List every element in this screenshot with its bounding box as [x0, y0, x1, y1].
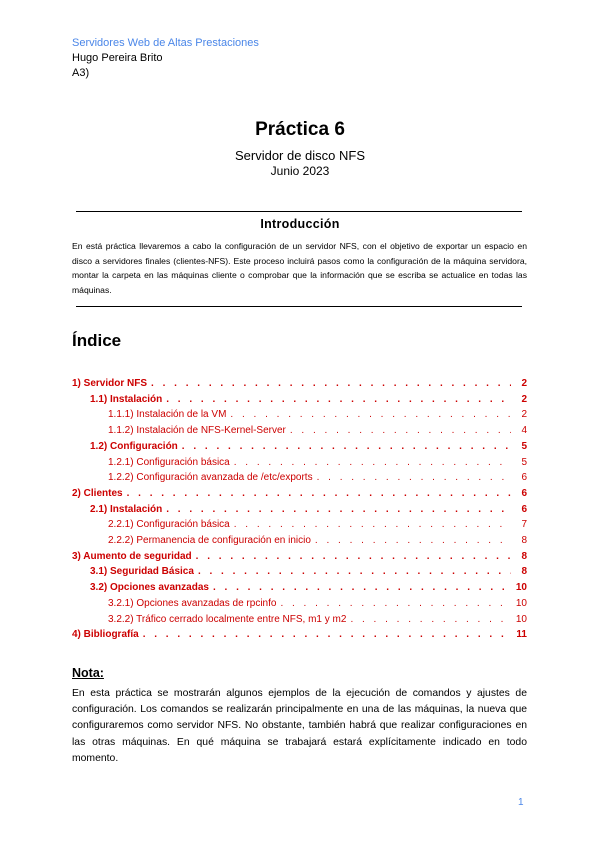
- toc-entry-page: 4: [521, 425, 527, 437]
- toc-entry[interactable]: [108, 596, 527, 610]
- toc-leader-dots: [213, 582, 511, 594]
- toc-leader-dots: [315, 535, 511, 547]
- toc-entry[interactable]: [72, 627, 527, 641]
- toc-entry-page: 11: [516, 629, 527, 641]
- toc-leader-dots: [290, 425, 511, 437]
- toc-entry-label: 2.2.2) Permanencia de configuración en inicio: [108, 535, 311, 546]
- toc-entry-label: 2.2.1) Configuración básica: [108, 519, 230, 531]
- toc-entry[interactable]: [108, 533, 527, 547]
- intro-top-rule: [76, 211, 522, 212]
- index-heading: Índice: [72, 331, 122, 350]
- toc-entry-label: 1.1.2) Instalación de NFS-Kernel-Server: [108, 425, 286, 437]
- toc-entry[interactable]: [90, 564, 527, 578]
- toc-leader-dots: [280, 598, 511, 610]
- toc-leader-dots: [234, 519, 511, 531]
- toc-entry-page: 5: [521, 456, 527, 468]
- toc-entry[interactable]: [72, 549, 527, 563]
- toc-entry-page: 2: [521, 409, 527, 421]
- toc-entry-page: 8: [521, 550, 527, 562]
- toc-entry-label: 1.2) Configuración: [90, 440, 178, 452]
- page-number: 1: [518, 797, 524, 808]
- toc-entry-label: 4) Bibliografía: [72, 629, 139, 641]
- intro-bottom-rule: [76, 306, 522, 307]
- toc-leader-dots: [317, 472, 511, 484]
- toc-entry-label: 1.2.2) Configuración avanzada de /etc/exports: [108, 472, 313, 484]
- toc-entry-page: 5: [521, 440, 527, 452]
- intro-heading: Introducción: [260, 217, 340, 231]
- toc-entry[interactable]: [108, 612, 527, 626]
- toc-entry[interactable]: [90, 392, 527, 406]
- toc-entry-label: 3.1) Seguridad Básica: [90, 566, 194, 578]
- toc-entry-page: 10: [515, 613, 527, 625]
- toc-leader-dots: [151, 378, 511, 390]
- toc-entry-label: 1) Servidor NFS: [72, 378, 148, 389]
- intro-paragraph: En está práctica llevaremos a cabo la configuración de un servidor NFS, con el objetivo de exportar un espacio en disco a servidores finales (clientes-NFS). Este proceso incluirá pasos como la configuración de la máquina servidora, montar la carpeta en las máquinas cliente o comprobar que la información que se escriba se actualice en todas las máquinas.: [72, 241, 527, 295]
- document-title: Práctica 6: [255, 119, 345, 140]
- toc-entry-page: 8: [521, 535, 527, 546]
- toc-entry-label: 1.1) Instalación: [90, 393, 163, 405]
- toc-entry-page: 8: [521, 566, 527, 578]
- document-date: Junio 2023: [270, 164, 330, 178]
- toc-entry-label: 1.2.1) Configuración básica: [108, 456, 230, 468]
- toc-entry-label: 3.2) Opciones avanzadas: [90, 582, 209, 594]
- toc-entry[interactable]: [72, 376, 527, 390]
- toc-leader-dots: [166, 504, 511, 516]
- toc-leader-dots: [234, 457, 511, 469]
- toc-entry-page: 2: [521, 393, 527, 405]
- toc-leader-dots: [230, 409, 511, 421]
- toc-entry[interactable]: [72, 486, 527, 500]
- toc-leader-dots: [182, 441, 511, 453]
- toc-entry-page: 6: [521, 503, 527, 515]
- toc-entry-page: 6: [521, 472, 527, 484]
- toc-entry-page: 2: [521, 378, 527, 389]
- toc-entry[interactable]: [108, 455, 527, 469]
- toc-leader-dots: [196, 551, 511, 563]
- toc-entry-label: 3.2.1) Opciones avanzadas de rpcinfo: [108, 597, 277, 609]
- note-paragraph: En esta práctica se mostrarán algunos ejemplos de la ejecución de comandos y ajustes de configuración. Los comandos se realizarán principalmente en una de las máquinas, la nueva que configuraremos como servidor NFS. No obstante, también habrá que realizar configuraciones en las otras máquinas. En qué máquina se trabajará estará explícitamente indicado en todo momento.: [72, 688, 527, 764]
- toc-entry-label: 1.1.1) Instalación de la VM: [108, 409, 227, 421]
- toc-entry[interactable]: [90, 502, 527, 516]
- toc-entry[interactable]: [90, 439, 527, 453]
- toc-entry[interactable]: [108, 423, 527, 437]
- toc-leader-dots: [143, 629, 511, 641]
- toc-entry-page: 10: [515, 582, 527, 594]
- toc-entry[interactable]: [108, 517, 527, 531]
- toc-leader-dots: [166, 394, 511, 406]
- author-name: Hugo Pereira Brito: [72, 52, 163, 64]
- toc-entry-label: 3) Aumento de seguridad: [72, 550, 192, 562]
- note-heading: Nota:: [72, 666, 104, 680]
- document-subtitle: Servidor de disco NFS: [234, 148, 366, 163]
- toc-entry-label: 3.2.2) Tráfico cerrado localmente entre NFS, m1 y m2: [108, 613, 347, 625]
- toc-entry-label: 2.1) Instalación: [90, 503, 163, 515]
- toc-entry-label: 2) Clientes: [72, 487, 123, 499]
- toc-entry[interactable]: [90, 580, 527, 594]
- group-label: A3): [72, 67, 90, 79]
- toc-leader-dots: [198, 566, 511, 578]
- toc-leader-dots: [127, 488, 511, 500]
- toc-entry-page: 6: [521, 487, 527, 499]
- toc-leader-dots: [350, 614, 511, 626]
- toc-entry-page: 7: [521, 519, 527, 531]
- toc-entry[interactable]: [108, 407, 527, 421]
- course-name: Servidores Web de Altas Prestaciones: [72, 37, 259, 49]
- toc-entry[interactable]: [108, 470, 527, 484]
- toc-entry-page: 10: [515, 597, 527, 609]
